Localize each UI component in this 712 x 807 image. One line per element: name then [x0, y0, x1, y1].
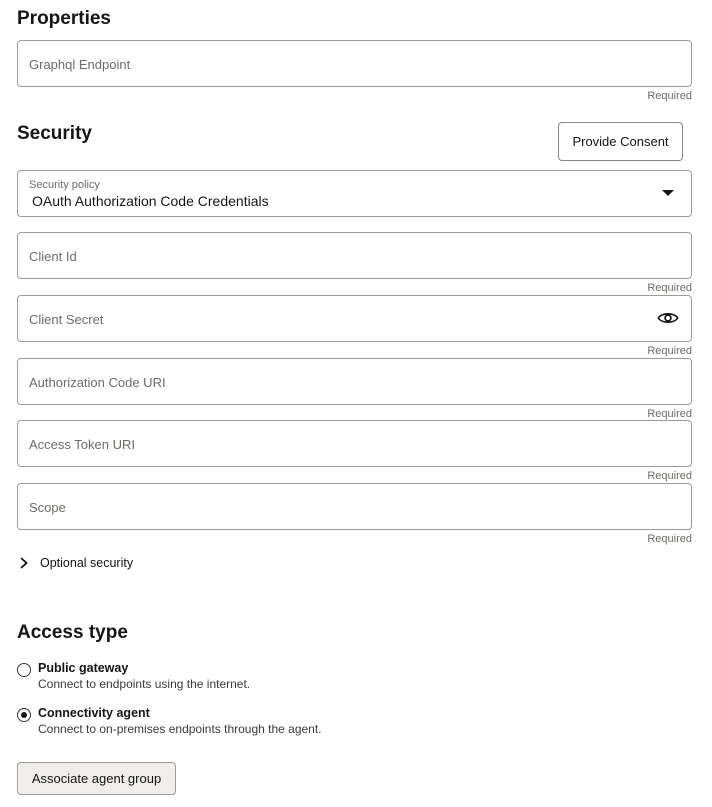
graphql-endpoint-placeholder: Graphql Endpoint [29, 57, 131, 72]
access-token-uri-field[interactable] [17, 420, 692, 467]
associate-agent-group-button[interactable]: Associate agent group [17, 762, 176, 795]
authorization-code-uri-placeholder: Authorization Code URI [29, 375, 166, 390]
properties-heading: Properties [17, 8, 111, 29]
chevron-right-icon [18, 556, 30, 570]
security-policy-value: OAuth Authorization Code Credentials [32, 193, 269, 209]
public-gateway-desc: Connect to endpoints using the internet. [38, 677, 251, 691]
security-policy-select[interactable] [17, 170, 692, 217]
access-token-uri-required-hint: Required [647, 470, 692, 482]
access-token-uri-placeholder: Access Token URI [29, 437, 135, 452]
public-gateway-radio[interactable] [17, 663, 31, 677]
client-secret-required-hint: Required [647, 345, 692, 357]
connectivity-agent-radio[interactable] [17, 708, 31, 722]
security-policy-label: Security policy [29, 179, 100, 191]
connectivity-agent-title: Connectivity agent [38, 706, 150, 720]
security-heading: Security [17, 123, 92, 144]
optional-security-label: Optional security [40, 556, 134, 570]
chevron-down-icon[interactable] [662, 190, 674, 196]
client-id-field[interactable] [17, 232, 692, 279]
client-id-required-hint: Required [647, 282, 692, 294]
authorization-code-uri-field[interactable] [17, 358, 692, 405]
eye-icon[interactable] [657, 309, 679, 327]
client-secret-field[interactable] [17, 295, 692, 342]
public-gateway-title: Public gateway [38, 661, 129, 675]
graphql-endpoint-required-hint: Required [647, 90, 692, 102]
graphql-endpoint-field[interactable] [17, 40, 692, 87]
provide-consent-button[interactable]: Provide Consent [558, 122, 683, 161]
optional-security-toggle[interactable] [18, 556, 133, 570]
access-type-heading: Access type [17, 622, 128, 643]
connectivity-agent-desc: Connect to on-premises endpoints through the agent. [38, 722, 322, 736]
client-secret-placeholder: Client Secret [29, 312, 104, 327]
scope-required-hint: Required [647, 533, 692, 545]
scope-placeholder: Scope [29, 500, 66, 515]
authorization-code-uri-required-hint: Required [647, 408, 692, 420]
scope-field[interactable] [17, 483, 692, 530]
client-id-placeholder: Client Id [29, 249, 77, 264]
